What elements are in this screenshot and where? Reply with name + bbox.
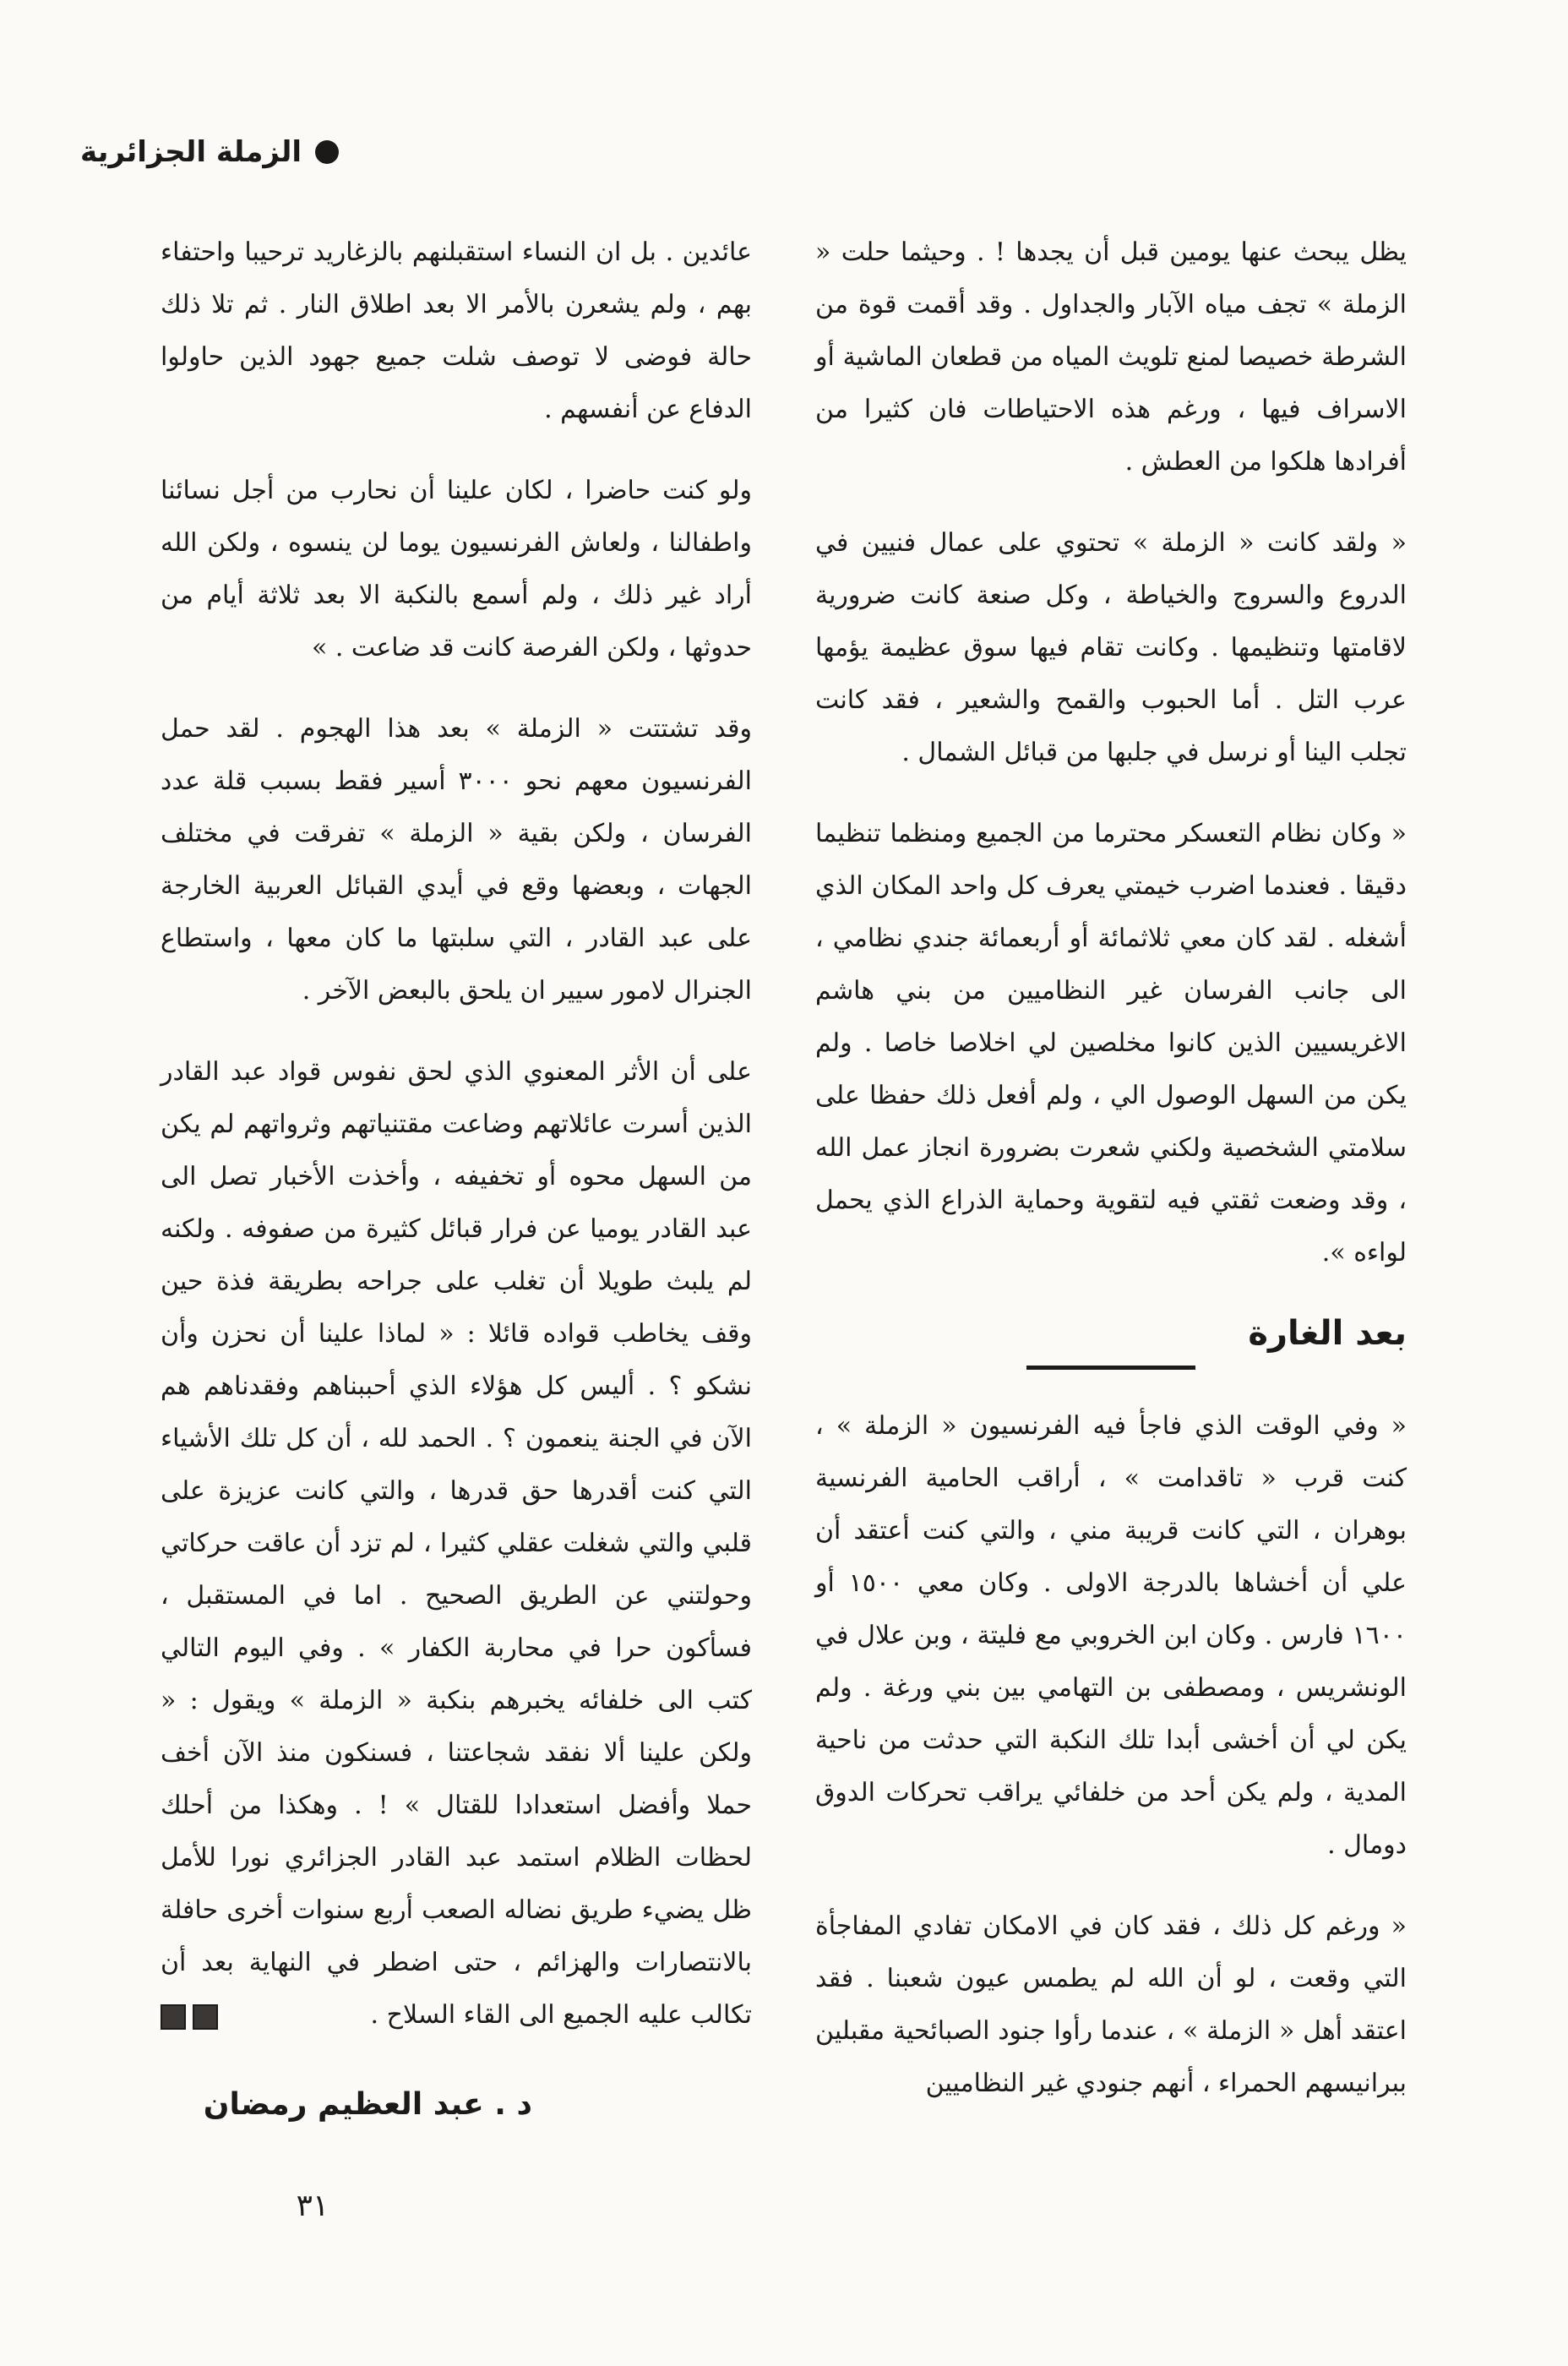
paragraph: « وكان نظام التعسكر محترما من الجميع ومنظما تنظيما دقيقا . فعندما اضرب خيمتي يعرف كل واحد المكان الذي أشغله . لقد كان معي ثلاثمائة أو أربعمائة جندي نظامي ، الى جانب الفرسان غير النظاميين من بني هاشم الاغريسيين الذين كانوا مخلصين لي اخلاصا خاصا . ولم يكن من السهل الوصول الي ، ولم أفعل ذلك حفظا على سلامتي الشخصية ولكني شعرت بضرورة انجاز عمل الله ، وقد وضعت ثقتي فيه لتقوية وحماية الذراع الذي يحمل لواءه ». — [815, 819, 1407, 1268]
page-number: ٣١ — [296, 2189, 329, 2223]
bullet-icon — [315, 140, 339, 164]
square-icon — [161, 2004, 186, 2030]
author-signature: د . عبد العظيم رمضان — [203, 2087, 532, 2122]
paragraph: يظل يبحث عنها يومين قبل أن يجدها ! . وحيثما حلت « الزملة » تجف مياه الآبار والجداول . وقد أقمت قوة من الشرطة خصيصا لمنع تلويث المياه من قطعان الماشية أو الاسراف فيها ، ورغم هذه الاحتياطات فان كثيرا من أفرادها هلكوا من العطش . — [815, 237, 1407, 477]
paragraph: « ورغم كل ذلك ، فقد كان في الامكان تفادي المفاجأة التي وقعت ، لو أن الله لم يطمس عيون شعبنا . فقد اعتقد أهل « الزملة » ، عندما رأوا جنود الصبائحية مقبلين ببرانيسهم الحمراء ، أنهم جنودي غير النظاميين — [815, 1911, 1407, 2098]
section-divider — [1026, 1366, 1195, 1370]
paragraph: عائدين . بل ان النساء استقبلنهم بالزغاريد ترحيبا واحتفاء بهم ، ولم يشعرن بالأمر الا بعد اطلاق النار . ثم تلا ذلك حالة فوضى لا توصف شلت جميع جهود الذين حاولوا الدفاع عن أنفسهم . — [161, 237, 752, 424]
end-of-article-icon — [161, 2004, 218, 2030]
paragraph: على أن الأثر المعنوي الذي لحق نفوس قواد عبد القادر الذين أسرت عائلاتهم وضاعت مقتنياتهم وثرواتهم لم يكن من السهل محوه أو تخفيفه ، وأخذت الأخبار تصل الى عبد القادر يوميا عن فرار قبائل كثيرة من صفوفه . ولكنه لم يلبث طويلا أن تغلب على جراحه بطريقة فذة حين وقف يخاطب قواده قائلا : « لماذا علينا أن نحزن وأن نشكو ؟ . أليس كل هؤلاء الذي أحببناهم وفقدناهم هم الآن في الجنة ينعمون ؟ . الحمد لله ، أن كل تلك الأشياء التي كنت أقدرها حق قدرها ، والتي كانت عزيزة على قلبي والتي شغلت عقلي كثيرا ، لم تزد أن عاقت حركاتي وحولتني عن الطريق الصحيح . اما في المستقبل ، فسأكون حرا في محاربة الكفار » . وفي اليوم التالي كتب الى خلفائه يخبرهم بنكبة « الزملة » ويقول : « ولكن علينا ألا نفقد شجاعتنا ، فسنكون منذ الآن أخف حملا وأفضل استعدادا للقتال » ! . وهكذا من أحلك لحظات الظلام استمد عبد القادر الجزائري نورا للأمل ظل يضيء طريق نضاله الصعب أربع سنوات أخرى حافلة بالانتصارات والهزائم ، حتى اضطر في النهاية بعد أن تكالب عليه الجميع الى القاء السلاح . — [161, 1057, 752, 2030]
left-column — [161, 226, 752, 2070]
paragraph: « وفي الوقت الذي فاجأ فيه الفرنسيون « الزملة » ، كنت قرب « تاقدامت » ، أراقب الحامية الفرنسية بوهران ، التي كانت قريبة مني ، والتي كنت أعتقد أن علي أن أخشاها بالدرجة الاولى . وكان معي ١٥٠٠ أو ١٦٠٠ فارس . وكان ابن الخروبي مع فليتة ، وبن علال في الونشريس ، ومصطفى بن التهامي بين بني ورغة . ولم يكن لي أن أخشى أبدا تلك النكبة التي حدثت من ناحية المدية ، ولم يكن أحد من خلفائي يراقب تحركات الدوق دومال . — [815, 1411, 1407, 1860]
section-title: بعد الغارة — [1248, 1314, 1407, 1353]
running-header — [80, 135, 339, 169]
running-title: الزملة الجزائرية — [80, 135, 302, 169]
paragraph: ولو كنت حاضرا ، لكان علينا أن نحارب من أجل نسائنا واطفالنا ، ولعاش الفرنسيون يوما لن ينسوه ، ولكن الله أراد غير ذلك ، ولم أسمع بالنكبة الا بعد ثلاثة أيام من حدوثها ، ولكن الفرصة كانت قد ضاعت . » — [161, 476, 752, 662]
square-icon — [193, 2004, 218, 2030]
right-column — [815, 226, 1407, 2139]
paragraph: وقد تشتتت « الزملة » بعد هذا الهجوم . لقد حمل الفرنسيون معهم نحو ٣٠٠٠ أسير فقط بسبب قلة عدد الفرسان ، ولكن بقية « الزملة » تفرقت في مختلف الجهات ، وبعضها وقع في أيدي القبائل العربية الخارجة على عبد القادر ، التي سلبتها ما كان معها ، واستطاع الجنرال لامور سيير ان يلحق بالبعض الآخر . — [161, 714, 752, 1006]
paragraph: « ولقد كانت « الزملة » تحتوي على عمال فنيين في الدروع والسروج والخياطة ، وكل صنعة كانت ضرورية لاقامتها وتنظيمها . وكانت تقام فيها سوق عظيمة يؤمها عرب التل . أما الحبوب والقمح والشعير ، فقد كانت تجلب الينا أو نرسل في جلبها من قبائل الشمال . — [815, 528, 1407, 767]
